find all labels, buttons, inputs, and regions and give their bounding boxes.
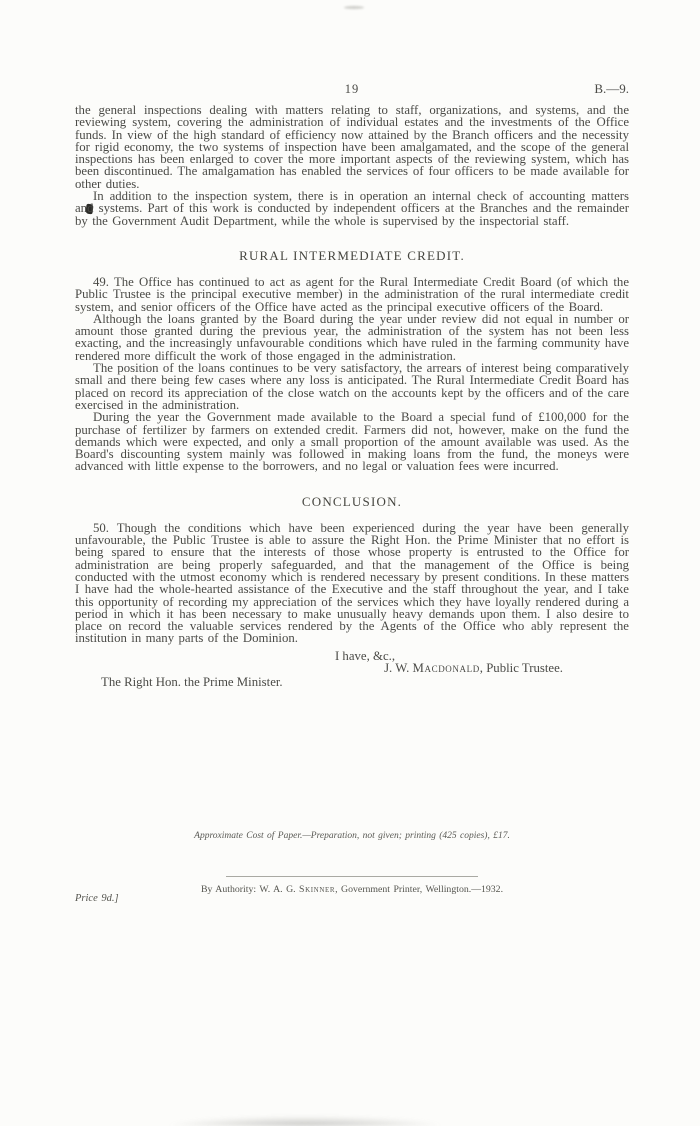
- paragraph-internal-check: In addition to the inspection system, there is in operation an internal check of accounting matters and systems. Part of this work is conducted by independent officers at the Branches and the remainder by the Government Audit Department, while the whole is supervised by the inspectorial staff.: [75, 189, 629, 228]
- addressee: The Right Hon. the Prime Minister.: [101, 674, 283, 689]
- signer-surname: Macdonald: [412, 661, 480, 676]
- page-header: [75, 82, 629, 98]
- imprint: [201, 884, 503, 895]
- scan-shadow: [165, 1116, 445, 1126]
- paragraph-inspections: the general inspections dealing with matters relating to staff, organizations, and systems, and the reviewing system, covering the administration of individual estates and the investments of the Office funds. In view of the high standard of efficiency now attained by the Branch officers and the necessity for rigid economy, the two systems of inspection have been amalgamated, and the scope of the general inspections has been enlarged to cover the more important aspects of the reviewing system, which has been discontinued. The amalgamation has enabled the services of four officers to be made available for other duties.: [75, 103, 629, 191]
- price-note: Price 9d.]: [75, 893, 119, 905]
- divider-rule: [226, 876, 478, 877]
- imprint-post: , Government Printer, Wellington.—1932.: [335, 884, 504, 896]
- signer-title: , Public Trustee.: [479, 661, 563, 676]
- imprint-pre: By Authority: W. A. G.: [200, 884, 300, 896]
- paragraph-49-position: The position of the loans continues to be very satisfactory, the arrears of interest being comparatively small and there being few cases where any loss is anticipated. The Rural Intermediate Credit Board has placed on record its appreciation of the close watch on the accounts kept by the officers and of the care exercised in the administration.: [75, 361, 629, 412]
- imprint-printer-name: Skinner: [299, 884, 336, 896]
- valediction: I have, &c.,: [334, 648, 396, 663]
- paragraph-49-loans: Although the loans granted by the Board during the year under review did not equal in number or amount those granted during the previous year, the administration of the system has not been less exacting, and the increasingly unfavourable conditions which have ruled in the farming community have rendered more difficult the work of those engaged in the administration.: [75, 311, 629, 363]
- scan-artifact-icon: [344, 6, 364, 9]
- text-block: [75, 81, 629, 905]
- cost-note: Approximate Cost of Paper.—Preparation, not given; printing (425 copies), £17.: [194, 831, 510, 842]
- doc-reference: B.—9.: [594, 81, 629, 96]
- imprint-row: [75, 884, 629, 905]
- section-heading-conclusion: CONCLUSION.: [301, 493, 403, 509]
- paragraph-49-agent: 49. The Office has continued to act as agent for the Rural Intermediate Credit Board (of which the Public Trustee is the principal executive member) in the administration of the rural intermediate credit system, and senior officers of the Office have acted as the principal executive officers of the Board.: [75, 274, 629, 314]
- page-number: 19: [344, 82, 360, 96]
- section-heading-rural-credit: RURAL INTERMEDIATE CREDIT.: [239, 247, 465, 263]
- signature-line: [75, 662, 629, 675]
- signer-name-pre: J. W.: [384, 661, 413, 676]
- paragraph-50-conclusion: 50. Though the conditions which have been experienced during the year have been generally unfavourable, the Public Trustee is able to assure the Right Hon. the Prime Minister that no effort is being spared to ensure that the interests of those whose property is entrusted to the Office for administration are being properly safeguarded, and that the management of the Office is being conducted with the utmost economy which is rendered necessary by present conditions. In these matters I have had the whole-hearted assistance of the Executive and the staff throughout the year, and I take this opportunity of recording my appreciation of the services which they have loyally rendered during a period in which it has been necessary to make unusually heavy demands upon them. I also desire to place on record the valuable services rendered by the Agents of the Office who ably represent the institution in many parts of the Dominion.: [75, 520, 629, 646]
- paragraph-49-fund: During the year the Government made available to the Board a special fund of £100,000 for the purchase of fertilizer by farmers on extended credit. Farmers did not, however, make on the fund the demands which were expected, and only a small proportion of the amount available was used. As the Board's discounting system mainly was followed in making loans from the fund, the moneys were advanced with little expense to the borrowers, and no legal or valuation fees were incurred.: [75, 410, 629, 474]
